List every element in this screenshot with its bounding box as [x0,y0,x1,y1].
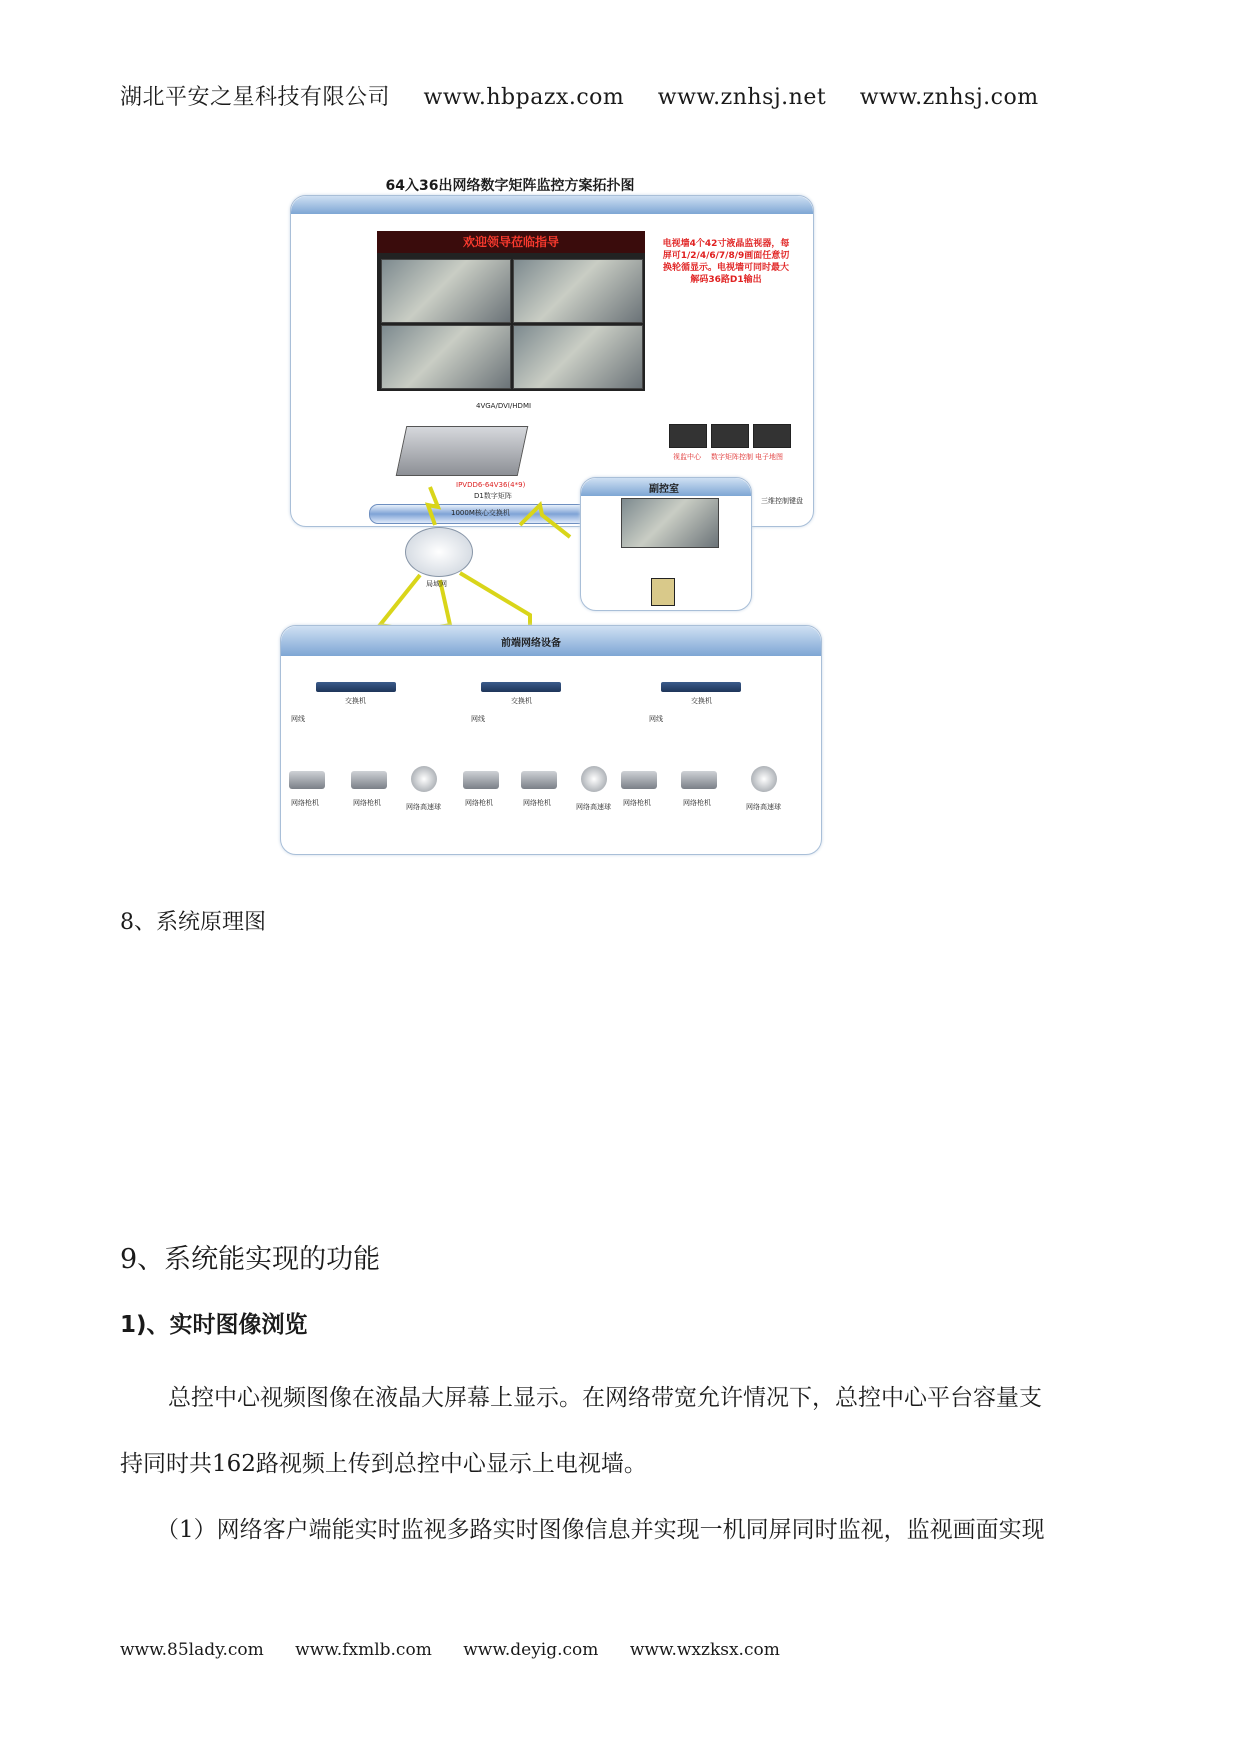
cable-label: 网线 [649,715,663,723]
pc-label-1: 视监中心 [673,453,701,461]
cable-label: 网线 [471,715,485,723]
dome-label: 网络高速球 [576,803,611,811]
paragraph-line: （1）网络客户端能实时监视多路实时图像信息并实现一机同屏同时监视，监视画面实现 [156,1517,1045,1543]
camera-icon [681,771,717,789]
network-switch-icon [661,682,741,692]
section-9-heading: 9、系统能实现的功能 [120,1244,381,1275]
dome-label: 网络高速球 [406,803,441,811]
camera-label: 网络枪机 [623,799,651,807]
header-link-3[interactable]: www.znhsj.com [859,85,1039,110]
diagram-title: 64入36出网络数字矩阵监控方案拓扑图 [385,178,635,194]
link-bolt [520,505,570,537]
footer-link-2[interactable]: www.fxmlb.com [295,1640,432,1660]
footer-link-3[interactable]: www.deyig.com [463,1640,599,1660]
camera-label: 网络枪机 [291,799,319,807]
camera-label: 网络枪机 [523,799,551,807]
paragraph-line: 持同时共162路视频上传到总控中心显示上电视墙。 [120,1451,647,1477]
camera-label: 网络枪机 [683,799,711,807]
lan-label: 局域网 [426,580,447,588]
dome-camera-icon [581,766,607,792]
footer-link-1[interactable]: www.85lady.com [120,1640,264,1660]
switch-label: 交换机 [345,697,366,705]
header-link-2[interactable]: www.znhsj.net [657,85,827,110]
switch-label: 交换机 [691,697,712,705]
subsection-heading: 1)、实时图像浏览 [120,1312,308,1338]
network-switch-icon [481,682,561,692]
output-label: 4VGA/DVI/HDMI [476,402,532,410]
dome-label: 网络高速球 [746,803,781,811]
matrix-model: IPVDD6-64V36(4*9) [456,481,526,489]
paragraph-1 [120,1365,1130,1563]
sub-room-title: 副控室 [649,484,679,495]
header-link-1[interactable]: www.hbpazx.com [423,85,625,110]
pc-label-3: 电子地图 [755,453,783,461]
company-name: 湖北平安之星科技有限公司 [120,85,391,110]
camera-icon [521,771,557,789]
core-switch-label: 1000M核心交换机 [451,509,510,517]
dome-camera-icon [751,766,777,792]
matrix-name: D1数字矩阵 [474,492,512,500]
dome-camera-icon [411,766,437,792]
page-header [120,80,1065,111]
camera-label: 网络枪机 [353,799,381,807]
wall-marquee: 欢迎领导莅临指导 [377,231,645,253]
front-end-title: 前端网络设备 [501,638,561,649]
camera-icon [289,771,325,789]
camera-icon [463,771,499,789]
camera-label: 网络枪机 [465,799,493,807]
keyboard-label: 三维控制键盘 [761,497,803,505]
camera-icon [621,771,657,789]
network-switch-icon [316,682,396,692]
paragraph-line: 总控中心视频图像在液晶大屏幕上显示。在网络带宽允许情况下，总控中心平台容量支 [168,1385,1042,1411]
switch-label: 交换机 [511,697,532,705]
cable-label: 网线 [291,715,305,723]
camera-icon [351,771,387,789]
wall-note: 电视墙4个42寸液晶监视器，每屏可1/2/4/6/7/8/9画面任意切换轮循显示。电视墙可同时最大解码36路D1输出 [662,239,790,285]
page-footer [120,1640,806,1660]
footer-link-4[interactable]: www.wxzksx.com [629,1640,780,1660]
link-bolt [428,487,438,525]
router-icon [405,527,473,577]
pc-label-2: 数字矩阵控制 [711,453,753,461]
front-end-panel [280,625,822,855]
topology-diagram [280,175,820,925]
section-8-heading: 8、系统原理图 [120,910,266,935]
